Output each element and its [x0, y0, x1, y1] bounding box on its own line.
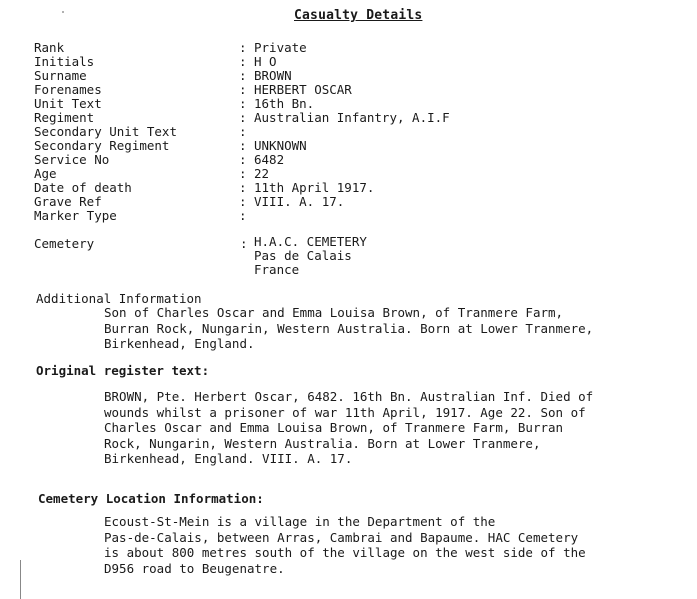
- field-label: Grave Ref: [34, 194, 102, 209]
- field-value: 16th Bn.: [254, 96, 315, 111]
- page-title: Casualty Details: [294, 8, 423, 23]
- text-line: is about 800 metres south of the village on the west side of the: [104, 545, 586, 560]
- field-value: BROWN: [254, 68, 292, 83]
- text-line: Son of Charles Oscar and Emma Louisa Brown, of Tranmere Farm,: [104, 305, 564, 320]
- register-text: [104, 389, 593, 467]
- casualty-details-page: Casualty Details Rank : Private Initials : H O Surname : BROWN Forenames : HERBERT OSCAR Unit Text : 16th Bn. Regiment : Australian Infantry, A.I.F Secondary Unit Text : Secondary Regiment : UNKNOWN Service No : 6482 Age : 22 Date of death : 11th April 1917. Grave Ref : VIII. A. 17. Marker Type : Cemetery : H.A.C. CEMETERY Pas de Calais France Additional Information Son of Charles Oscar and Emma Louisa Brown, of Tranmere Farm, Burran Rock, Nungarin, Western Australia. Born at Lower Tranmere, Birkenhead, England. Original register text: BROWN, Pte. Herbert Oscar, 6482. 16th Bn. Australian Inf. Died of wounds whilst a prisoner of war 11th April, 1917. Age 22. Son of Charles Oscar and Emma Louisa Brown, of Tranmere Farm, Burran Rock, Nungarin, Western Australia. Born at Lower Tranmere, Birkenhead, England. VIII. A. 17. Cemetery Location Information: Ecoust-St-Mein is a village in the Department of the Pas-de-Calais, between Arras, Cambrai and Bapaume. HAC Cemetery is about 800 metres south of the village on the west side of the D956 road to Beugenatre.: [0, 0, 697, 599]
- field-label: Secondary Unit Text: [34, 124, 177, 139]
- cemetery-name: H.A.C. CEMETERY: [254, 234, 367, 249]
- additional-info-text: [104, 305, 593, 352]
- scan-edge-line: [20, 560, 21, 599]
- field-value: 11th April 1917.: [254, 180, 375, 195]
- text-line: Rock, Nungarin, Western Australia. Born at Lower Tranmere,: [104, 435, 541, 451]
- cemetery-country: France: [254, 262, 300, 277]
- field-label: Marker Type: [34, 208, 117, 223]
- text-line: Pas-de-Calais, between Arras, Cambrai and Bapaume. HAC Cemetery: [104, 529, 579, 545]
- field-value: 6482: [254, 152, 285, 167]
- field-label: Secondary Regiment: [34, 138, 170, 153]
- field-label: Service No: [34, 152, 110, 167]
- text-line: Birkenhead, England. VIII. A. 17.: [104, 451, 353, 466]
- field-value: Private: [254, 40, 307, 55]
- field-label: Date of death: [34, 180, 132, 195]
- text-line: Burran Rock, Nungarin, Western Australia. Born at Lower Tranmere,: [104, 320, 594, 336]
- text-line: BROWN, Pte. Herbert Oscar, 6482. 16th Bn. Australian Inf. Died of: [104, 389, 594, 404]
- register-heading: Original register text:: [36, 363, 210, 378]
- field-label: Regiment: [34, 110, 95, 125]
- location-text: [104, 514, 586, 576]
- text-line: Charles Oscar and Emma Louisa Brown, of Tranmere Farm, Burran: [104, 420, 564, 435]
- field-value: UNKNOWN: [254, 138, 307, 153]
- field-value: HERBERT OSCAR: [254, 82, 352, 97]
- cemetery-region: Pas de Calais: [254, 248, 352, 263]
- text-line: wounds whilst a prisoner of war 11th April, 1917. Age 22. Son of: [104, 404, 586, 420]
- field-label: Rank: [34, 40, 65, 55]
- field-value: 22: [254, 166, 270, 181]
- text-line: Ecoust-St-Mein is a village in the Department of the: [104, 514, 496, 529]
- field-value: H O: [254, 54, 277, 69]
- location-heading: Cemetery Location Information:: [38, 491, 264, 506]
- field-label: Forenames: [34, 82, 102, 97]
- field-label: Surname: [34, 68, 87, 83]
- text-line: Birkenhead, England.: [104, 336, 255, 351]
- scan-speck: [62, 11, 64, 13]
- field-value: Australian Infantry, A.I.F: [254, 110, 450, 125]
- field-value: VIII. A. 17.: [254, 194, 345, 209]
- field-label: Unit Text: [34, 96, 102, 111]
- text-line: D956 road to Beugenatre.: [104, 560, 285, 576]
- field-label: Initials: [34, 54, 95, 69]
- field-label: Cemetery: [34, 236, 95, 251]
- field-label: Age: [34, 166, 57, 181]
- additional-info-label: Additional Information: [36, 291, 202, 306]
